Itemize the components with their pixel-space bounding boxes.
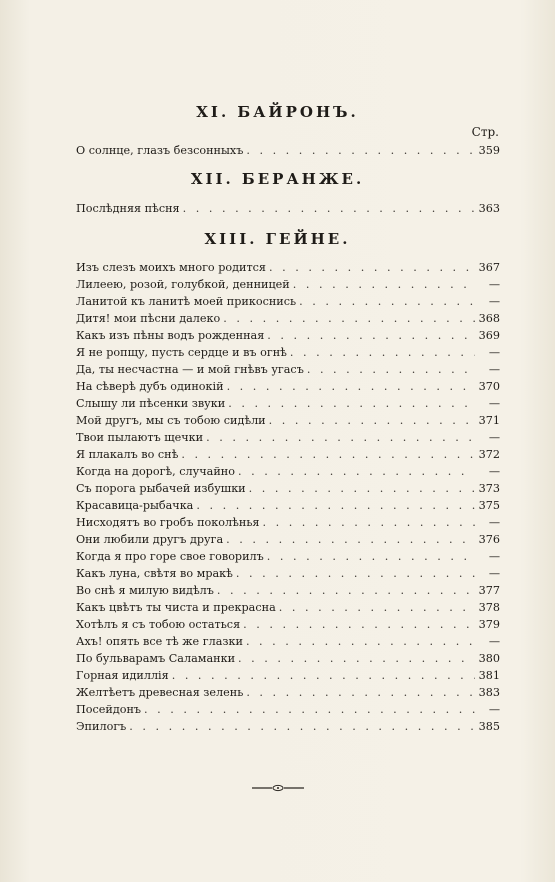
entry-title: Горная идиллія bbox=[76, 669, 169, 682]
leader-dots bbox=[246, 634, 475, 650]
entry-title: Слышу ли пѣсенки звуки bbox=[76, 397, 226, 410]
leader-dots bbox=[238, 464, 475, 480]
entry-page: 376 bbox=[478, 533, 500, 546]
entry-title: Да, ты несчастна — и мой гнѣвъ угасъ bbox=[76, 363, 304, 376]
entry-title: Когда я про горе свое говорилъ bbox=[76, 550, 264, 563]
leader-dots bbox=[267, 328, 475, 344]
toc-entry bbox=[76, 498, 500, 514]
entry-title: Эпилогъ bbox=[76, 720, 127, 733]
toc-entry bbox=[76, 566, 500, 582]
entry-title: Дитя! мои пѣсни далеко bbox=[76, 312, 221, 325]
entry-title: Хотѣлъ я съ тобою остаться bbox=[76, 618, 241, 631]
leader-dots bbox=[144, 702, 475, 718]
entry-title: Посейдонъ bbox=[76, 703, 142, 716]
toc-entry bbox=[76, 617, 500, 633]
entry-page: 371 bbox=[478, 414, 500, 427]
entry-page: 379 bbox=[478, 618, 500, 631]
leader-dots bbox=[290, 345, 475, 361]
leader-dots bbox=[228, 396, 475, 412]
leader-dots bbox=[307, 362, 475, 378]
entry-title: Я плакалъ во снѣ bbox=[76, 448, 179, 461]
section-title-beranger: XII. БЕРАНЖЕ. bbox=[190, 170, 365, 188]
leader-dots bbox=[172, 668, 475, 684]
leader-dots bbox=[249, 481, 475, 497]
entry-title: Какъ луна, свѣтя во мракѣ bbox=[76, 567, 233, 580]
toc-entry bbox=[76, 260, 500, 276]
entry-title: Какъ цвѣтъ ты чиста и прекрасна bbox=[76, 601, 276, 614]
toc-entry bbox=[76, 379, 500, 395]
toc-entry bbox=[76, 668, 500, 684]
entry-page: — bbox=[488, 635, 500, 648]
entry-title: Желтѣетъ древесная зелень bbox=[76, 686, 244, 699]
leader-dots bbox=[299, 294, 475, 310]
leader-dots bbox=[269, 260, 475, 276]
entry-page: 378 bbox=[478, 601, 500, 614]
leader-dots bbox=[243, 617, 475, 633]
leader-dots bbox=[262, 515, 475, 531]
toc-entry bbox=[76, 413, 500, 429]
entry-title: Ланитой къ ланитѣ моей прикоснись bbox=[76, 295, 297, 308]
leader-dots bbox=[236, 566, 475, 582]
entry-title: Ахъ! опять все тѣ же глазки bbox=[76, 635, 243, 648]
entry-title: На сѣверѣ дубъ одинокій bbox=[76, 380, 224, 393]
leader-dots bbox=[227, 379, 475, 395]
toc-entry bbox=[76, 447, 500, 463]
entry-title: Твои пылаютъ щечки bbox=[76, 431, 204, 444]
leader-dots bbox=[279, 600, 475, 616]
entry-title: Послѣдняя пѣсня bbox=[76, 202, 180, 215]
entry-page: — bbox=[488, 516, 500, 529]
leader-dots bbox=[238, 651, 475, 667]
entry-page: 369 bbox=[478, 329, 500, 342]
toc-entry bbox=[76, 277, 500, 293]
toc-entry bbox=[76, 719, 500, 735]
entry-page: — bbox=[488, 550, 500, 563]
toc-entry bbox=[76, 430, 500, 446]
entry-page: 383 bbox=[478, 686, 500, 699]
entry-page: 359 bbox=[478, 144, 500, 157]
toc-entry bbox=[76, 396, 500, 412]
leader-dots bbox=[267, 549, 475, 565]
toc-entry bbox=[76, 328, 500, 344]
toc-entry bbox=[76, 294, 500, 310]
entry-page: 377 bbox=[478, 584, 500, 597]
ornament-divider bbox=[250, 783, 306, 793]
toc-entry bbox=[76, 143, 500, 159]
entry-title: Они любили другъ друга bbox=[76, 533, 224, 546]
entry-page: 381 bbox=[478, 669, 500, 682]
entry-page: — bbox=[488, 278, 500, 291]
entry-page: 372 bbox=[478, 448, 500, 461]
toc-entry bbox=[76, 583, 500, 599]
toc-entry bbox=[76, 481, 500, 497]
toc-entry bbox=[76, 600, 500, 616]
entry-page: 380 bbox=[478, 652, 500, 665]
leader-dots bbox=[226, 532, 475, 548]
toc-entry bbox=[76, 702, 500, 718]
leader-dots bbox=[206, 430, 475, 446]
entry-page: 370 bbox=[478, 380, 500, 393]
entry-title: Какъ изъ пѣны водъ рожденная bbox=[76, 329, 265, 342]
entry-title: Во снѣ я милую видѣлъ bbox=[76, 584, 214, 597]
entry-page: 363 bbox=[478, 202, 500, 215]
toc-entry bbox=[76, 515, 500, 531]
section-title-heine: XIII. ГЕЙНЕ. bbox=[204, 230, 351, 248]
leader-dots bbox=[246, 685, 475, 701]
leader-dots bbox=[129, 719, 475, 735]
entry-title: Мой другъ, мы съ тобою сидѣли bbox=[76, 414, 266, 427]
entry-title: Красавица-рыбачка bbox=[76, 499, 194, 512]
entry-title: Лилеею, розой, голубкой, денницей bbox=[76, 278, 290, 291]
entry-title: Когда на дорогѣ, случайно bbox=[76, 465, 235, 478]
toc-entry bbox=[76, 464, 500, 480]
toc-entry bbox=[76, 549, 500, 565]
toc-entry bbox=[76, 532, 500, 548]
entry-page: — bbox=[488, 397, 500, 410]
entry-title: Нисходятъ во гробъ поколѣнья bbox=[76, 516, 260, 529]
section-title-byron: XI. БАЙРОНЪ. bbox=[196, 103, 359, 121]
leader-dots bbox=[217, 583, 475, 599]
entry-page: — bbox=[488, 703, 500, 716]
toc-entry bbox=[76, 201, 500, 217]
entry-page: 385 bbox=[478, 720, 500, 733]
page-column-label: Стр. bbox=[471, 125, 499, 139]
leader-dots bbox=[196, 498, 475, 514]
entry-page: — bbox=[488, 295, 500, 308]
entry-page: — bbox=[488, 465, 500, 478]
entry-page: 373 bbox=[478, 482, 500, 495]
entry-page: — bbox=[488, 567, 500, 580]
entry-page: 375 bbox=[478, 499, 500, 512]
leader-dots bbox=[181, 447, 475, 463]
entry-page: — bbox=[488, 431, 500, 444]
entry-page: 368 bbox=[478, 312, 500, 325]
entry-title: Съ порога рыбачей избушки bbox=[76, 482, 246, 495]
toc-entry bbox=[76, 345, 500, 361]
leader-dots bbox=[223, 311, 475, 327]
toc-entry bbox=[76, 362, 500, 378]
entry-page: — bbox=[488, 363, 500, 376]
leader-dots bbox=[183, 201, 475, 217]
entry-title: По бульварамъ Саламанки bbox=[76, 652, 236, 665]
entry-title: Изъ слезъ моихъ много родится bbox=[76, 261, 266, 274]
toc-entry bbox=[76, 685, 500, 701]
leader-dots bbox=[269, 413, 475, 429]
entry-page: — bbox=[488, 346, 500, 359]
entry-title: Я не ропщу, пусть сердце и въ огнѣ bbox=[76, 346, 287, 359]
leader-dots bbox=[293, 277, 475, 293]
toc-entry bbox=[76, 651, 500, 667]
entry-page: 367 bbox=[478, 261, 500, 274]
entry-title: О солнце, глазъ безсонныхъ bbox=[76, 144, 244, 157]
leader-dots bbox=[246, 143, 475, 159]
toc-entry bbox=[76, 311, 500, 327]
toc-entry bbox=[76, 634, 500, 650]
